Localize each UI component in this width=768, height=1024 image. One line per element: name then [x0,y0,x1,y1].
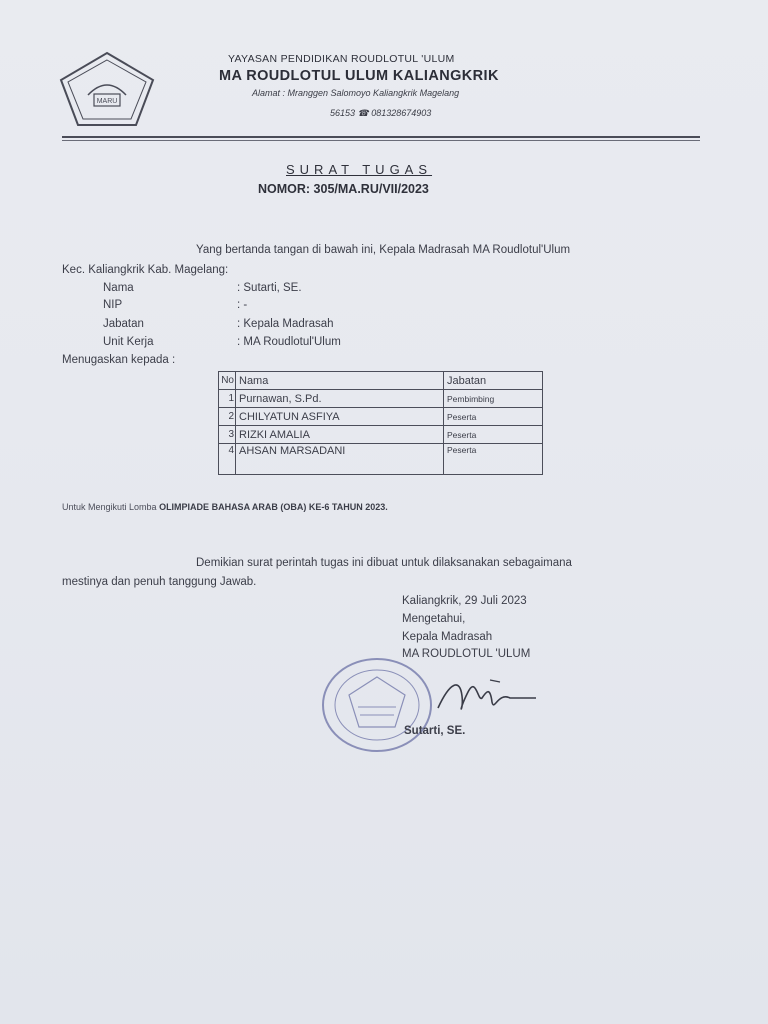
row-no: 4 [219,444,236,475]
field-value-jabatan: : Kepala Madrasah [237,318,334,330]
field-value-nama: : Sutarti, SE. [237,282,302,294]
row-name: RIZKI AMALIA [236,426,444,444]
letter-number: NOMOR: 305/MA.RU/VII/2023 [258,182,429,196]
field-value-unit: : MA Roudlotul'Ulum [237,336,341,348]
row-role: Peserta [444,426,543,444]
row-no: 2 [219,408,236,426]
field-value-nip: : - [237,299,248,311]
table-row [219,408,543,426]
header-rule-thin [62,140,700,141]
letter-title: SURAT TUGAS [286,162,433,177]
table-row [219,390,543,408]
foundation-name: YAYASAN PENDIDIKAN ROUDLOTUL 'ULUM [228,53,455,65]
row-role: Peserta [444,444,543,475]
purpose-line [62,502,388,512]
row-role: Pembimbing [444,390,543,408]
signer-name: Sutarti, SE. [404,725,466,737]
field-label-unit: Unit Kerja [103,336,154,348]
signer-institution: MA ROUDLOTUL 'ULUM [402,648,531,660]
header-rule [62,136,700,138]
purpose-event: OLIMPIADE BAHASA ARAB (OBA) KE-6 TAHUN 2023. [159,502,388,512]
table-row [219,426,543,444]
assign-label: Menugaskan kepada : [62,354,176,366]
row-name: CHILYATUN ASFIYA [236,408,444,426]
row-no: 3 [219,426,236,444]
school-address: Alamat : Mranggen Salomoyo Kaliangkrik Magelang [252,88,460,98]
signer-position: Kepala Madrasah [402,631,493,643]
signature-mark [420,672,540,722]
school-contact: 56153 ☎ 081328674903 [330,108,432,118]
intro-line-2: Kec. Kaliangkrik Kab. Magelang: [62,264,229,276]
intro-line-1: Yang bertanda tangan di bawah ini, Kepala Madrasah MA Roudlotul'Ulum [196,244,571,256]
header-name: Nama [236,372,444,390]
assignee-table [218,371,543,475]
table-row [219,444,543,475]
field-label-jabatan: Jabatan [103,318,144,330]
field-label-nama: Nama [103,282,134,294]
closing-line-1: Demikian surat perintah tugas ini dibuat untuk dilaksanakan sebagaimana [196,557,572,569]
header-role: Jabatan [444,372,543,390]
row-name: AHSAN MARSADANI [236,444,444,475]
school-stamp [320,655,435,755]
field-label-nip: NIP [103,299,123,311]
school-name: MA ROUDLOTUL ULUM KALIANGKRIK [219,68,499,84]
row-name: Purnawan, S.Pd. [236,390,444,408]
acknowledged-label: Mengetahui, [402,613,466,625]
purpose-prefix: Untuk Mengikuti Lomba [62,502,160,512]
table-header-row [219,372,543,390]
closing-line-2: mestinya dan penuh tanggung Jawab. [62,576,257,588]
place-date: Kaliangkrik, 29 Juli 2023 [402,595,527,607]
header-no: No [219,372,236,390]
row-role: Peserta [444,408,543,426]
svg-text:MARU: MARU [96,98,118,105]
school-logo [58,50,156,128]
row-no: 1 [219,390,236,408]
